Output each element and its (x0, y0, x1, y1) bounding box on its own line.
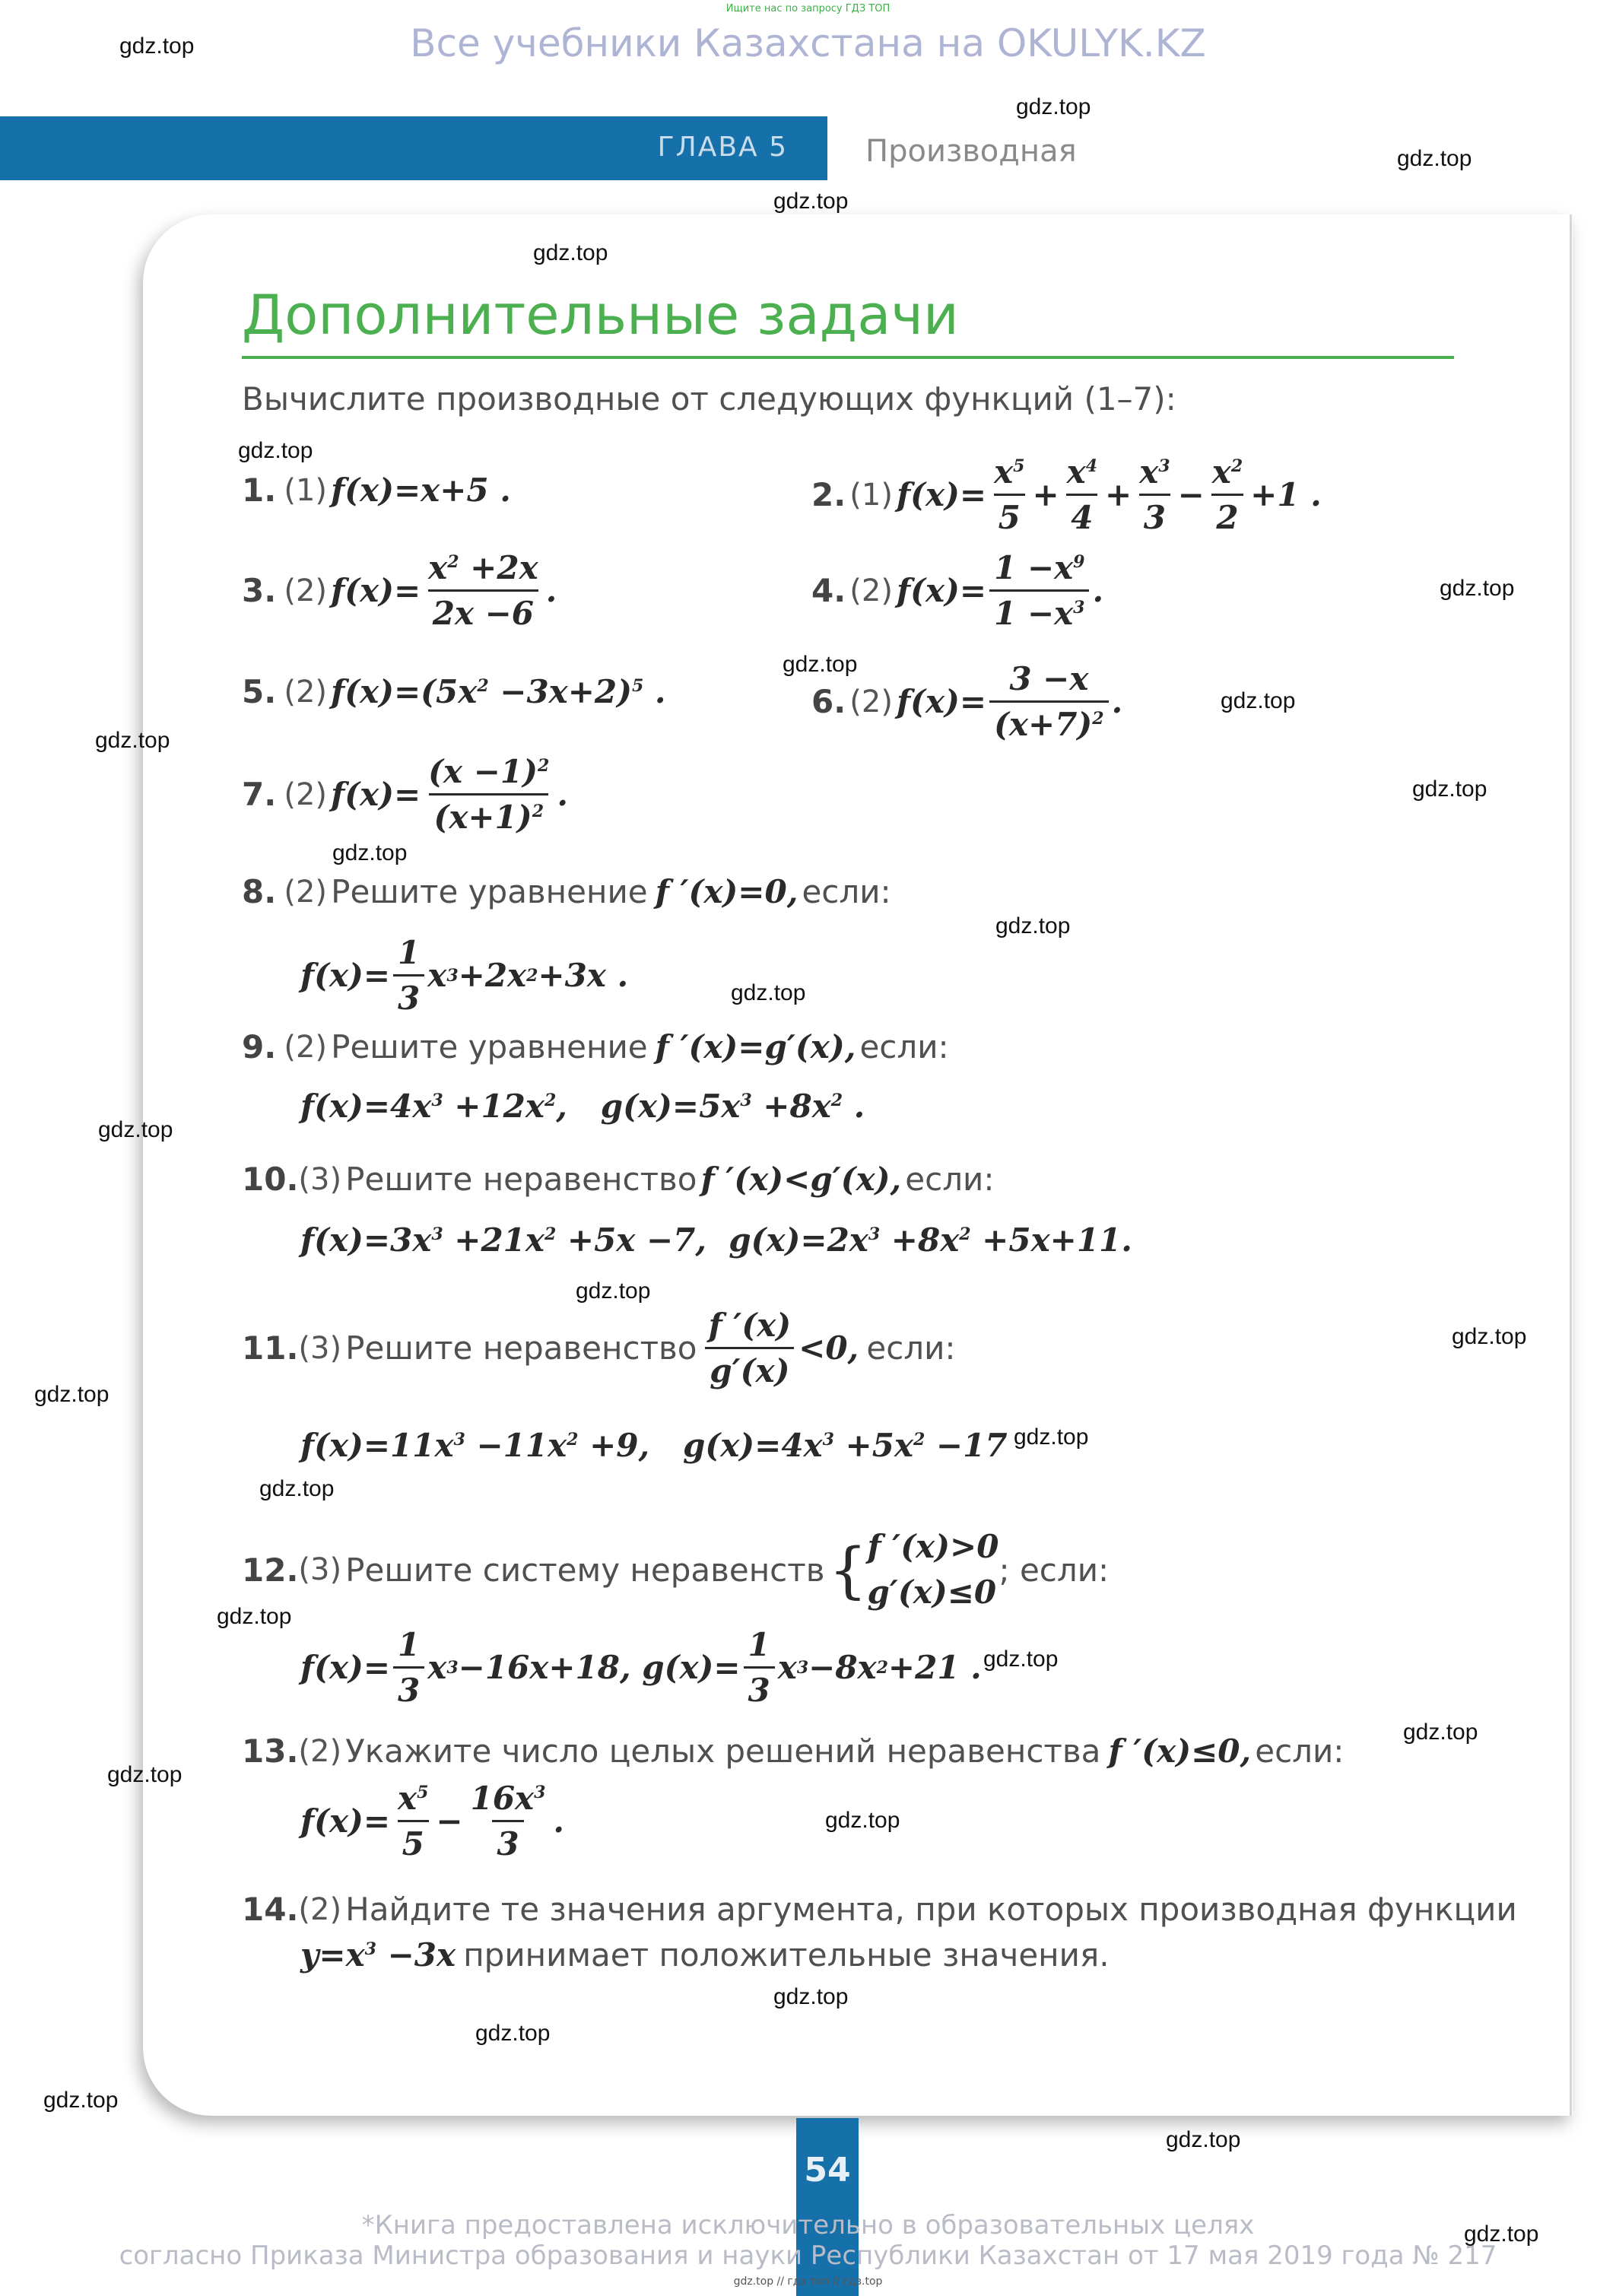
problem-8-function: f(x)= $\frac{1}{3}$ x 3 +2x 2 +3x . (300, 934, 629, 1017)
site-title[interactable]: Все учебники Казахстана на OKULYK.KZ (410, 21, 1206, 65)
watermark: gdz.top (1403, 1720, 1478, 1745)
footnote-line-2: согласно Приказа Министра образования и науки Республики Казахстан от 17 мая 2019 года № 217 (119, 2240, 1497, 2271)
watermark: gdz.top (332, 840, 408, 865)
problem-text: Решите уравнение (331, 1028, 648, 1065)
problem-number: 5. (242, 673, 277, 710)
problem-12 (242, 1524, 1109, 1615)
page-edge-line (1570, 214, 1572, 2116)
section-heading: Дополнительные задачи (242, 283, 959, 347)
problem-number: 3. (242, 572, 277, 609)
problem-level: (2) (284, 1029, 328, 1065)
watermark: gdz.top (98, 1117, 173, 1142)
watermark: gdz.top (475, 2021, 551, 2046)
problem-2 (811, 453, 1322, 536)
formula: f ′(x)<g′(x), (700, 1161, 902, 1198)
problem-text: Решите уравнение (331, 873, 648, 910)
watermark: gdz.top (1166, 2127, 1241, 2152)
problem-number: 2. (811, 476, 846, 513)
formula: f(x)= $\frac{x^5}{5}$ + $\frac{x^4}{4}$ + $\frac{x^3}{3}$ − $\frac{x^2}{2}$ +1 . (897, 453, 1322, 536)
problem-text: Решите неравенство (345, 1161, 697, 1198)
problem-number: 6. (811, 683, 846, 720)
problem-condition: если: (905, 1161, 995, 1198)
chapter-name: Производная (865, 134, 1077, 169)
formula: f(x)=x+5 . (331, 472, 511, 509)
problem-3 (242, 549, 557, 632)
problem-13-function: f(x)= $\frac{x^5}{5}$ − $\frac{16x^3}{3}$ . (300, 1780, 565, 1863)
page-number: 54 (804, 2151, 851, 2190)
intro-text: Вычислите производные от следующих функций (1–7): (242, 380, 1176, 418)
problem-number: 10. (242, 1161, 299, 1198)
watermark: gdz.top (783, 652, 858, 677)
problem-level: (3) (298, 1330, 342, 1366)
problem-text: Укажите число целых решений неравенства (345, 1732, 1101, 1770)
watermark: gdz.top (825, 1808, 900, 1833)
problem-number: 8. (242, 873, 277, 910)
system-brace: { (828, 1534, 868, 1605)
formula: f ′(x)=g′(x), (655, 1028, 856, 1065)
formula: f(x)= $\frac{x^2 +2x}{2x -6}$ . (331, 549, 557, 632)
formula: $f(x)=(5x^2 -3x+2)^5$ . (331, 673, 666, 710)
problem-9-functions: $f(x)=4x^3 +12x^2$, $g(x)=5x^3 +8x^2$ . (300, 1088, 865, 1125)
problem-10-functions: $f(x)=3x^3 +21x^2 +5x -7$, $g(x)=2x^3 +8x^2 +5x+11$. (300, 1221, 1132, 1259)
watermark: gdz.top (1397, 146, 1472, 171)
problem-14-line2 (300, 1936, 1110, 1974)
problem-number: 4. (811, 572, 846, 609)
problem-level: (1) (284, 472, 328, 508)
problem-11-functions: $f(x)=11x^3 -11x^2 +9$, $g(x)=4x^3 +5x^2 -17$ (300, 1427, 1008, 1464)
problem-level: (2) (284, 573, 328, 608)
heading-underline (242, 356, 1454, 359)
formula: $y=x^3 -3x$ (300, 1936, 456, 1974)
problem-number: 14. (242, 1891, 299, 1928)
watermark: gdz.top (1412, 776, 1487, 802)
problem-6 (811, 660, 1122, 743)
problem-level: (2) (284, 776, 328, 812)
watermark: gdz.top (533, 240, 608, 265)
problem-number: 12. (242, 1551, 299, 1589)
watermark: gdz.top (773, 189, 849, 214)
watermark: gdz.top (107, 1762, 183, 1787)
formula: f(x)= $\frac{(x -1)^2}{(x+1)^2}$ . (331, 753, 568, 836)
watermark: gdz.top (1016, 94, 1091, 119)
watermark: gdz.top (1014, 1424, 1089, 1450)
watermark: gdz.top (1221, 688, 1296, 713)
problem-11 (242, 1307, 956, 1389)
formula: $\frac{f '(x)}{g'(x)}$ <0, (701, 1307, 859, 1389)
footer-watermark: gdz.top // гдз топ // гдз.top (733, 2275, 883, 2288)
problem-number: 7. (242, 776, 277, 813)
problem-12-functions: f(x)= $\frac{1}{3}$ x 3 −16x+18, g(x)= $\frac{1}{3}$ x 3 −8x 2 +21 . (300, 1626, 982, 1709)
problem-number: 11. (242, 1329, 299, 1367)
watermark: gdz.top (1452, 1324, 1527, 1349)
problem-5 (242, 673, 666, 710)
problem-text: Решите систему неравенств (345, 1551, 825, 1589)
formula: f ′(x)>0 g′(x)≤0 (867, 1528, 999, 1611)
watermark: gdz.top (43, 2088, 119, 2113)
watermark: gdz.top (1440, 576, 1515, 601)
problem-10 (242, 1161, 995, 1198)
problem-condition: если: (866, 1329, 956, 1367)
problem-number: 9. (242, 1028, 277, 1065)
watermark: gdz.top (731, 980, 806, 1005)
problem-condition: ; если: (998, 1551, 1110, 1589)
problem-text-continued: принимает положительные значения. (463, 1936, 1110, 1974)
formula: f(x)= $\frac{3 -x}{(x+7)^2}$ . (897, 660, 1123, 743)
formula: f ′(x)≤0, (1108, 1732, 1252, 1770)
watermark: gdz.top (983, 1647, 1059, 1672)
watermark: gdz.top (119, 33, 195, 59)
problem-7 (242, 753, 568, 836)
watermark: gdz.top (1464, 2221, 1539, 2247)
problem-13 (242, 1732, 1344, 1770)
problem-level: (2) (298, 1733, 342, 1769)
formula: f(x)= $\frac{1 -x^9}{1 -x^3}$ . (897, 549, 1104, 632)
problem-14 (242, 1891, 1517, 1928)
watermark: gdz.top (576, 1278, 651, 1304)
watermark: gdz.top (238, 438, 313, 463)
watermark: gdz.top (34, 1382, 110, 1407)
problem-1 (242, 472, 511, 509)
watermark: gdz.top (95, 728, 170, 753)
watermark: gdz.top (217, 1604, 292, 1629)
problem-number: 1. (242, 472, 277, 509)
problem-number: 13. (242, 1732, 299, 1770)
problem-condition: если: (802, 873, 891, 910)
problem-level: (2) (298, 1891, 342, 1927)
problem-level: (2) (284, 674, 328, 710)
problem-level: (1) (849, 477, 893, 513)
problem-text: Найдите те значения аргумента, при которых производная функции (345, 1891, 1517, 1928)
watermark: gdz.top (995, 913, 1071, 938)
problem-level: (2) (849, 573, 893, 608)
problem-text: Решите неравенство (345, 1329, 697, 1367)
problem-level: (3) (298, 1552, 342, 1587)
formula: f ′(x)=0, (655, 873, 798, 910)
footnote-line-1: *Книга предоставлена исключительно в образовательных целях (361, 2210, 1255, 2240)
problem-9 (242, 1028, 949, 1065)
problem-level: (2) (284, 874, 328, 910)
problem-condition: если: (1255, 1732, 1345, 1770)
chapter-label: ГЛАВА 5 (657, 132, 788, 163)
watermark: gdz.top (773, 1984, 849, 2009)
top-search-hint: Ищите нас по запросу ГДЗ ТОП (725, 3, 891, 14)
chapter-band (0, 116, 827, 180)
problem-condition: если: (859, 1028, 949, 1065)
problem-level: (3) (298, 1161, 342, 1197)
problem-level: (2) (849, 684, 893, 719)
watermark: gdz.top (259, 1476, 335, 1501)
problem-8 (242, 873, 891, 910)
problem-4 (811, 549, 1103, 632)
